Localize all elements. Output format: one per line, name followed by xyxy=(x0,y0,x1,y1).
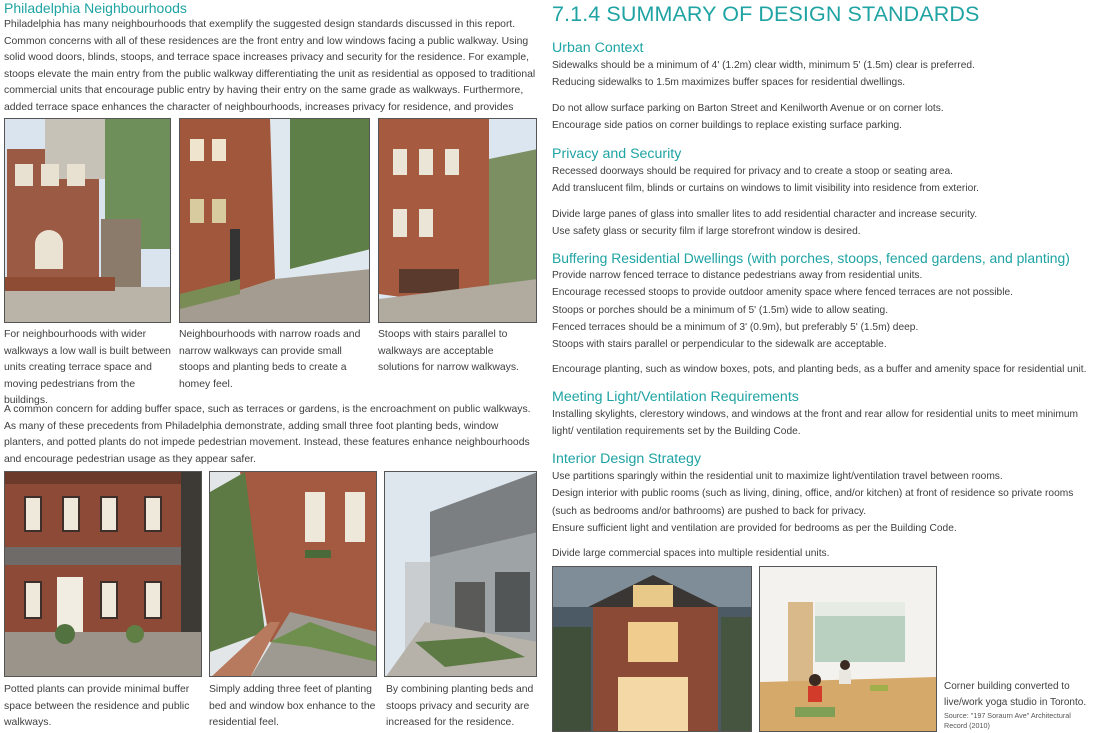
left-column xyxy=(4,0,540,133)
caption-potted-plants: Potted plants can provide minimal buffer space between the residence and public walkways. xyxy=(4,684,190,729)
photo-planting-bed-window-box xyxy=(209,471,377,677)
section-privacy-security xyxy=(552,145,1097,240)
caption-planting-bed: Simply adding three feet of planting bed and window box enhance to the residential feel. xyxy=(209,684,376,729)
heading-urban-context: Urban Context xyxy=(552,40,644,56)
photo-narrow-road-stoops xyxy=(179,118,370,323)
buffering-line: Stoops or porches should be a minimum of 5' (1.5m) wide to allow seating. xyxy=(552,304,889,316)
buffering-line: Fenced terraces should be a minimum of 3' (0.9m), but preferably 5' (1.5m) deep. xyxy=(552,321,919,333)
caption-corner-building: Corner building converted to live/work yoga studio in Toronto. xyxy=(944,681,1087,708)
section-light-ventilation xyxy=(552,388,1097,441)
caption-narrow-roads: Neighbourhoods with narrow roads and narrow walkways can provide small stoops and planting beds to create a homey feel. xyxy=(179,329,361,390)
philadelphia-heading: Philadelphia Neighbourhoods xyxy=(4,0,187,16)
page-title: 7.1.4 SUMMARY OF DESIGN STANDARDS xyxy=(552,2,980,26)
buffering-line: Stoops with stairs parallel or perpendicular to the sidewalk are acceptable. xyxy=(552,339,887,351)
privacy-line: Divide large panes of glass into smaller lites to add residential character and increase security. xyxy=(552,208,978,220)
section-buffering xyxy=(552,249,1097,379)
urban-line: Sidewalks should be a minimum of 4' (1.2m) clear width, minimum 5' (1.5m) clear is preferred. xyxy=(552,60,975,71)
heading-light-ventilation: Meeting Light/Ventilation Requirements xyxy=(552,389,799,405)
interior-line: Design interior with public rooms (such as living, dining, office, and/or kitchen) at front of residence so private rooms (such as bedrooms and/or bathrooms) are pushed to back for privacy. xyxy=(552,488,1074,517)
interior-line: Divide large commercial spaces into multiple residential units. xyxy=(552,548,830,560)
photo-yoga-studio-interior xyxy=(759,566,937,732)
photo-planting-beds-and-stoops xyxy=(384,471,537,677)
photo-wide-walkway-terrace xyxy=(4,118,171,323)
section-urban-context xyxy=(552,39,1097,134)
privacy-line: Add translucent film, blinds or curtains on windows to limit visibility into residence from exterior. xyxy=(552,183,979,195)
photo-corner-building-exterior xyxy=(552,566,752,732)
urban-line: Encourage side patios on corner buildings to replace existing surface parking. xyxy=(552,119,902,131)
buffering-line: Encourage recessed stoops to provide outdoor amenity space where fenced terraces are not possible. xyxy=(552,287,1013,299)
interior-line: Ensure sufficient light and ventilation are provided for bedrooms as per the Building Code. xyxy=(552,522,957,534)
intro-paragraph: Philadelphia has many neighbourhoods that exemplify the suggested design standards discussed in this report. Common concerns with all of these residences are the front entry and low windows facing a public walkway. Using solid wood doors, blinds, stoops, and terrace space increases privacy and security for the residence. For example, stoops elevate the main entry from the public walkway differentiating the unit as residential as opposed to traditional commercial units that encourage public entry by having their entry on the same grade as walkways. Furthermore, added terrace space enhances the character of neighbourhoods, increases privacy for residence, and provides xyxy=(4,19,536,113)
privacy-line: Use safety glass or security film if large storefront window is desired. xyxy=(552,225,861,237)
heading-interior-design: Interior Design Strategy xyxy=(552,451,702,467)
caption-wide-walkways: For neighbourhoods with wider walkways a low wall is built between units creating terrace space and moving pedestrians from the buildings. xyxy=(4,329,171,407)
buffering-line: Provide narrow fenced terrace to distance pedestrians away from residential units. xyxy=(552,270,923,281)
middle-paragraph: A common concern for adding buffer space, such as terraces or gardens, is the encroachment on public walkways. As many of these precedents from Philadelphia demonstrate, adding small three foot planting beds, window planters, and potted plants do not impede pedestrian movement. Instead, these features enhance neighbourhoods and encourage pedestrian usage as they appear safer. xyxy=(4,404,531,465)
heading-privacy-security: Privacy and Security xyxy=(552,146,682,162)
urban-line: Reducing sidewalks to 1.5m maximizes buffer spaces for residential dwellings. xyxy=(552,77,906,89)
caption-corner-source: Source: "197 Soraurn Ave" Architectural Record (2010) xyxy=(944,711,1071,730)
photo-potted-plants xyxy=(4,471,202,677)
urban-line: Do not allow surface parking on Barton Street and Kenilworth Avenue or on corner lots. xyxy=(552,102,944,114)
interior-line: Use partitions sparingly within the residential unit to maximize light/ventilation travel between rooms. xyxy=(552,471,1003,482)
heading-buffering: Buffering Residential Dwellings (with porches, stoops, fenced gardens, and planting) xyxy=(552,250,1070,266)
caption-parallel-stairs: Stoops with stairs parallel to walkways are acceptable solutions for narrow walkways. xyxy=(378,329,519,374)
privacy-line: Recessed doorways should be required for privacy and to create a stoop or seating area. xyxy=(552,166,953,177)
photo-parallel-stairs-stoops xyxy=(378,118,537,323)
light-line: Installing skylights, clerestory windows, and windows at the front and rear allow for residential units to meet minimum light/ ventilation requirements set by the Building Code. xyxy=(552,409,1079,438)
section-interior-design xyxy=(552,450,1097,562)
buffering-line: Encourage planting, such as window boxes, pots, and planting beds, as a buffer and amenity space for residential unit. xyxy=(552,364,1087,376)
caption-combining-beds: By combining planting beds and stoops privacy and security are increased for the residence. xyxy=(386,684,534,729)
